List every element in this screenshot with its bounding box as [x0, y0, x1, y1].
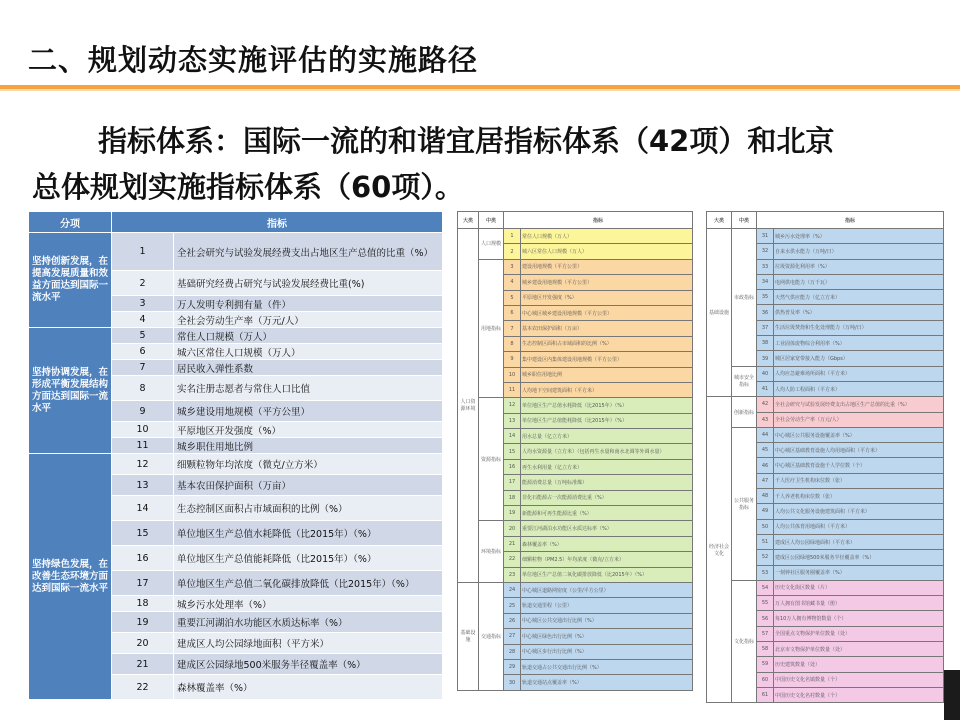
- indicator-number: 9: [112, 401, 174, 422]
- indicator-number: 36: [757, 305, 774, 320]
- table-row: [707, 229, 944, 244]
- indicator-number: 31: [757, 229, 774, 244]
- indicator-number: 17: [504, 475, 521, 490]
- indicator-text: 城乡污水处理率（%）: [774, 229, 944, 244]
- indicator-number: 16: [112, 546, 174, 571]
- indicator-text: 中心城区基础教育设施人均用地面积（平方米）: [774, 443, 944, 458]
- indicator-text: 非化石能源占一次能源消费比重（%）: [521, 490, 693, 505]
- indicator-text: 城乡建设用地规模（平方公里）: [174, 401, 443, 422]
- indicator-text: 平原地区开发强度（%）: [521, 290, 693, 305]
- indicator-text: 中心城区基础教育设施千人学位数（个）: [774, 458, 944, 473]
- indicator-text: 单位地区生产总值二氧化碳排放降低（比2015年）（%）: [174, 571, 443, 596]
- mid-category-cell: 环境指标: [479, 521, 504, 583]
- indicator-text: 新能源和可再生能源比重（%）: [521, 506, 693, 521]
- right-header-indicator: 指标: [757, 212, 944, 229]
- indicator-text: 人均人防工程面积（平方米）: [774, 381, 944, 396]
- indicator-number: 18: [504, 490, 521, 505]
- indicator-number: 1: [112, 233, 174, 271]
- header-indicator: 指标: [112, 212, 443, 233]
- indicator-number: 22: [112, 675, 174, 700]
- indicator-number: 6: [112, 344, 174, 360]
- indicator-number: 29: [504, 659, 521, 674]
- table-row: [707, 580, 944, 595]
- indicator-number: 14: [504, 429, 521, 444]
- indicator-number: 41: [757, 381, 774, 396]
- indicator-text: 电网供电能力（万千瓦）: [774, 274, 944, 289]
- indicator-number: 11: [112, 438, 174, 454]
- indicator-text: 生活垃圾焚烧和生化处理能力（万吨/日）: [774, 320, 944, 335]
- indicator-text: 工业固体废物综合利用率（%）: [774, 336, 944, 351]
- indicator-number: 32: [757, 244, 774, 259]
- subtitle: [32, 118, 932, 210]
- table-row: [458, 259, 693, 274]
- indicator-text: 生态控制区面积占市域面积的比例（%）: [174, 496, 443, 521]
- header-category: 分项: [29, 212, 112, 233]
- indicator-text: 城六区常住人口规模（万人）: [174, 344, 443, 360]
- indicator-text: 城乡污水处理率（%）: [174, 596, 443, 612]
- indicator-text: 细颗粒物（PM2.5）年均浓度（微克/立方米）: [521, 552, 693, 567]
- indicator-number: 55: [757, 596, 774, 611]
- indicator-text: 供热普及率（%）: [774, 305, 944, 320]
- indicator-number: 40: [757, 366, 774, 381]
- indicator-text: 居民收入弹性系数: [174, 360, 443, 376]
- indicator-text: 再生水利用量（亿立方米）: [521, 459, 693, 474]
- indicator-text: 中心城区绿色出行比例（%）: [521, 629, 693, 644]
- table-row: [29, 233, 443, 271]
- table-row: [707, 397, 944, 412]
- indicator-text: 万人发明专利拥有量（件）: [174, 296, 443, 312]
- indicator-number: 20: [504, 521, 521, 536]
- indicator-number: 49: [757, 504, 774, 519]
- indicator-number: 12: [504, 398, 521, 413]
- indicator-text: 人均水资源量（立方米）（包括再生水量和南水北调等外调水量）: [521, 444, 693, 459]
- indicator-number: 24: [504, 582, 521, 597]
- indicator-text: 全社会劳动生产率（万元/人）: [174, 312, 443, 328]
- indicator-number: 14: [112, 496, 174, 521]
- category-cell: 坚持创新发展，在提高发展质量和效益方面达到国际一流水平: [29, 233, 112, 328]
- indicator-number: 10: [112, 422, 174, 438]
- indicator-text: 千人医疗卫生机构床位数（张）: [774, 473, 944, 488]
- indicator-number: 9: [504, 352, 521, 367]
- indicator-text: 建设用地规模（平方公里）: [521, 259, 693, 274]
- indicator-number: 43: [757, 412, 774, 427]
- indicator-text: 集中建设区内集体建设用地规模（平方公里）: [521, 352, 693, 367]
- indicator-text: 城六区常住人口规模（万人）: [521, 244, 693, 259]
- indicator-number: 44: [757, 427, 774, 442]
- indicator-number: 4: [504, 275, 521, 290]
- indicator-number: 59: [757, 657, 774, 672]
- indicator-number: 21: [504, 536, 521, 551]
- indicator-text: 基本农田保护面积（万亩）: [521, 321, 693, 336]
- indicator-number: 52: [757, 550, 774, 565]
- indicator-text: 自来水供水能力（万吨/日）: [774, 244, 944, 259]
- big-category-cell: 人口资源环境: [458, 229, 479, 583]
- indicator-number: 34: [757, 274, 774, 289]
- indicator-text: 人均地下空间建筑面积（平方米）: [521, 382, 693, 397]
- mid-header-big: 大类: [458, 212, 479, 229]
- indicator-text: 常住人口规模（万人）: [174, 328, 443, 344]
- right-header-big: 大类: [707, 212, 732, 229]
- indicator-number: 7: [112, 360, 174, 376]
- indicator-text: 重要江河湖泊水功能区水质达标率（%）: [174, 612, 443, 633]
- indicator-text: 一刻钟社区服务圈覆盖率（%）: [774, 565, 944, 580]
- indicator-text: 城乡职住用地比例: [174, 438, 443, 454]
- indicator-number: 12: [112, 454, 174, 475]
- indicator-number: 13: [504, 413, 521, 428]
- indicator-number: 18: [112, 596, 174, 612]
- indicator-number: 39: [757, 351, 774, 366]
- indicator-text: 建成区人均公园绿地面积（平方米）: [774, 534, 944, 549]
- indicator-text: 天然气供应能力（亿立方米）: [774, 290, 944, 305]
- indicator-text: 垃圾资源化利用率（%）: [774, 259, 944, 274]
- harmonious-livable-indicator-table: [28, 211, 443, 700]
- indicator-number: 60: [757, 672, 774, 687]
- indicator-text: 轨道交通占公共交通出行比例（%）: [521, 659, 693, 674]
- indicator-number: 19: [112, 612, 174, 633]
- indicator-text: 单位地区生产总值二氧化碳排放降低（比2015年）（%）: [521, 567, 693, 582]
- indicator-number: 25: [504, 598, 521, 613]
- big-category-cell: 经济社会文化: [707, 397, 732, 703]
- indicator-text: 中心城区公共服务设施覆盖率（%）: [774, 427, 944, 442]
- indicator-number: 51: [757, 534, 774, 549]
- big-category-cell: 基础设施: [707, 229, 732, 397]
- indicator-number: 10: [504, 367, 521, 382]
- indicator-number: 1: [504, 229, 521, 244]
- indicator-text: 单位地区生产总值能耗降低（比2015年）（%）: [174, 546, 443, 571]
- indicator-number: 61: [757, 687, 774, 702]
- mid-category-cell: 人口规模: [479, 229, 504, 260]
- indicator-number: 15: [504, 444, 521, 459]
- indicator-text: 森林覆盖率（%）: [174, 675, 443, 700]
- indicator-text: 轨道交通里程（公里）: [521, 598, 693, 613]
- indicator-number: 28: [504, 644, 521, 659]
- indicator-number: 8: [504, 336, 521, 351]
- indicator-number: 6: [504, 305, 521, 320]
- table-row: [458, 521, 693, 536]
- mid-category-cell: 文化指标: [732, 580, 757, 702]
- indicator-number: 4: [112, 312, 174, 328]
- indicator-text: 中国历史文化名镇数量（个）: [774, 672, 944, 687]
- mid-category-cell: 交通指标: [479, 582, 504, 690]
- indicator-text: 单位地区生产总值能耗降低（比2015年）（%）: [521, 413, 693, 428]
- mid-category-cell: 资源指标: [479, 398, 504, 521]
- indicator-text: 基本农田保护面积（万亩）: [174, 475, 443, 496]
- indicator-text: 全社会研究与试验发展经费支出占地区生产总值的比重（%）: [774, 397, 944, 412]
- indicator-text: 人均公共体育用地面积（平方米）: [774, 519, 944, 534]
- indicator-text: 中心城区步行出行比例（%）: [521, 644, 693, 659]
- indicator-number: 13: [112, 475, 174, 496]
- mid-category-cell: 市政指标: [732, 229, 757, 367]
- subtitle-line-1: 指标体系：国际一流的和谐宜居指标体系（42项）和北京: [98, 124, 835, 158]
- page-title: 二、规划动态实施评估的实施路径: [28, 43, 479, 77]
- indicator-number: 22: [504, 552, 521, 567]
- subtitle-line-2: 总体规划实施指标体系（60项）。: [32, 170, 464, 204]
- category-cell: 坚持协调发展，在形成平衡发展结构方面达到国际一流水平: [29, 328, 112, 454]
- indicator-number: 2: [112, 271, 174, 296]
- indicator-text: 轨道交通站点覆盖率（%）: [521, 675, 693, 690]
- indicator-text: 千人养老机构床位数（张）: [774, 489, 944, 504]
- indicator-number: 37: [757, 320, 774, 335]
- indicator-number: 33: [757, 259, 774, 274]
- indicator-text: 常住人口规模（万人）: [521, 229, 693, 244]
- indicator-text: 单位地区生产总值水耗降低（比2015年）（%）: [521, 398, 693, 413]
- indicator-text: 城区居家宽带接入能力（Gbps）: [774, 351, 944, 366]
- edge-bar: [944, 670, 960, 720]
- title-underline-light: [0, 89, 960, 91]
- indicator-number: 2: [504, 244, 521, 259]
- indicator-text: 建成区公园绿地500米服务半径覆盖率（%）: [174, 654, 443, 675]
- indicator-number: 8: [112, 376, 174, 401]
- indicator-text: 全社会研究与试验发展经费支出占地区生产总值的比重（%）: [174, 233, 443, 271]
- indicator-text: 中心城区城乡建设用地规模（平方公里）: [521, 305, 693, 320]
- mid-header-mid: 中类: [479, 212, 504, 229]
- category-cell: 坚持绿色发展，在改善生态环境方面达到国际一流水平: [29, 454, 112, 700]
- indicator-number: 42: [757, 397, 774, 412]
- indicator-number: 35: [757, 290, 774, 305]
- indicator-text: 全国重点文物保护单位数量（处）: [774, 626, 944, 641]
- indicator-number: 20: [112, 633, 174, 654]
- table-row: [707, 427, 944, 442]
- indicator-number: 48: [757, 489, 774, 504]
- indicator-number: 3: [504, 259, 521, 274]
- indicator-number: 19: [504, 506, 521, 521]
- master-plan-indicator-table-left: [457, 211, 693, 691]
- indicator-number: 47: [757, 473, 774, 488]
- indicator-text: 建成区人均公园绿地面积（平方米）: [174, 633, 443, 654]
- indicator-text: 建成区公园绿地500米服务半径覆盖率（%）: [774, 550, 944, 565]
- indicator-number: 46: [757, 458, 774, 473]
- indicator-text: 单位地区生产总值水耗降低（比2015年）（%）: [174, 521, 443, 546]
- mid-category-cell: 公共服务指标: [732, 427, 757, 580]
- indicator-text: 每10万人拥有博物馆数量（个）: [774, 611, 944, 626]
- table-row: [29, 328, 443, 344]
- indicator-text: 中国历史文化名村数量（个）: [774, 687, 944, 702]
- indicator-number: 21: [112, 654, 174, 675]
- table-row: [707, 366, 944, 381]
- indicator-text: 历史文化街区数量（片）: [774, 580, 944, 595]
- indicator-number: 3: [112, 296, 174, 312]
- indicator-text: 细颗粒物年均浓度（微克/立方米）: [174, 454, 443, 475]
- indicator-text: 中心城区公共交通出行比例（%）: [521, 613, 693, 628]
- mid-category-cell: 城市安全指标: [732, 366, 757, 397]
- table-row: [458, 229, 693, 244]
- indicator-text: 森林覆盖率（%）: [521, 536, 693, 551]
- indicator-text: 平原地区开发强度（%）: [174, 422, 443, 438]
- indicator-number: 45: [757, 443, 774, 458]
- indicator-number: 5: [504, 290, 521, 305]
- master-plan-indicator-table-right: [706, 211, 944, 703]
- indicator-number: 53: [757, 565, 774, 580]
- indicator-number: 23: [504, 567, 521, 582]
- indicator-number: 30: [504, 675, 521, 690]
- indicator-text: 实名注册志愿者与常住人口比值: [174, 376, 443, 401]
- indicator-number: 26: [504, 613, 521, 628]
- indicator-text: 人均公共文化服务设施建筑面积（平方米）: [774, 504, 944, 519]
- indicator-number: 7: [504, 321, 521, 336]
- indicator-text: 万人拥有图书馆藏书量（册）: [774, 596, 944, 611]
- indicator-number: 16: [504, 459, 521, 474]
- indicator-number: 27: [504, 629, 521, 644]
- indicator-number: 5: [112, 328, 174, 344]
- table-row: [458, 398, 693, 413]
- indicator-number: 58: [757, 642, 774, 657]
- indicator-text: 城乡建设用地规模（平方公里）: [521, 275, 693, 290]
- indicator-number: 57: [757, 626, 774, 641]
- big-category-cell: 基础设施: [458, 582, 479, 690]
- indicator-text: 生态控制区面积占市域面积的比例（%）: [521, 336, 693, 351]
- right-header-mid: 中类: [732, 212, 757, 229]
- indicator-text: 人均应急避难场所面积（平方米）: [774, 366, 944, 381]
- indicator-text: 历史建筑数量（处）: [774, 657, 944, 672]
- mid-category-cell: 用地指标: [479, 259, 504, 398]
- indicator-text: 基础研究经费占研究与试验发展经费比重(%): [174, 271, 443, 296]
- indicator-text: 城乡职住用地比例: [521, 367, 693, 382]
- indicator-text: 重要江河湖泊水功能区水质达标率（%）: [521, 521, 693, 536]
- indicator-text: 用水总量（亿立方米）: [521, 429, 693, 444]
- indicator-text: 北京市文物保护单位数量（处）: [774, 642, 944, 657]
- mid-category-cell: 创新指标: [732, 397, 757, 428]
- table-row: [29, 454, 443, 475]
- indicator-number: 11: [504, 382, 521, 397]
- indicator-number: 38: [757, 336, 774, 351]
- indicator-number: 54: [757, 580, 774, 595]
- indicator-number: 50: [757, 519, 774, 534]
- indicator-text: 全社会劳动生产率（万元/人）: [774, 412, 944, 427]
- table-row: [458, 582, 693, 597]
- indicator-number: 15: [112, 521, 174, 546]
- indicator-text: 中心城区道路网密度（公里/平方公里）: [521, 582, 693, 597]
- indicator-number: 17: [112, 571, 174, 596]
- indicator-text: 能源消费总量（万吨标准煤）: [521, 475, 693, 490]
- mid-header-indicator: 指标: [504, 212, 693, 229]
- indicator-number: 56: [757, 611, 774, 626]
